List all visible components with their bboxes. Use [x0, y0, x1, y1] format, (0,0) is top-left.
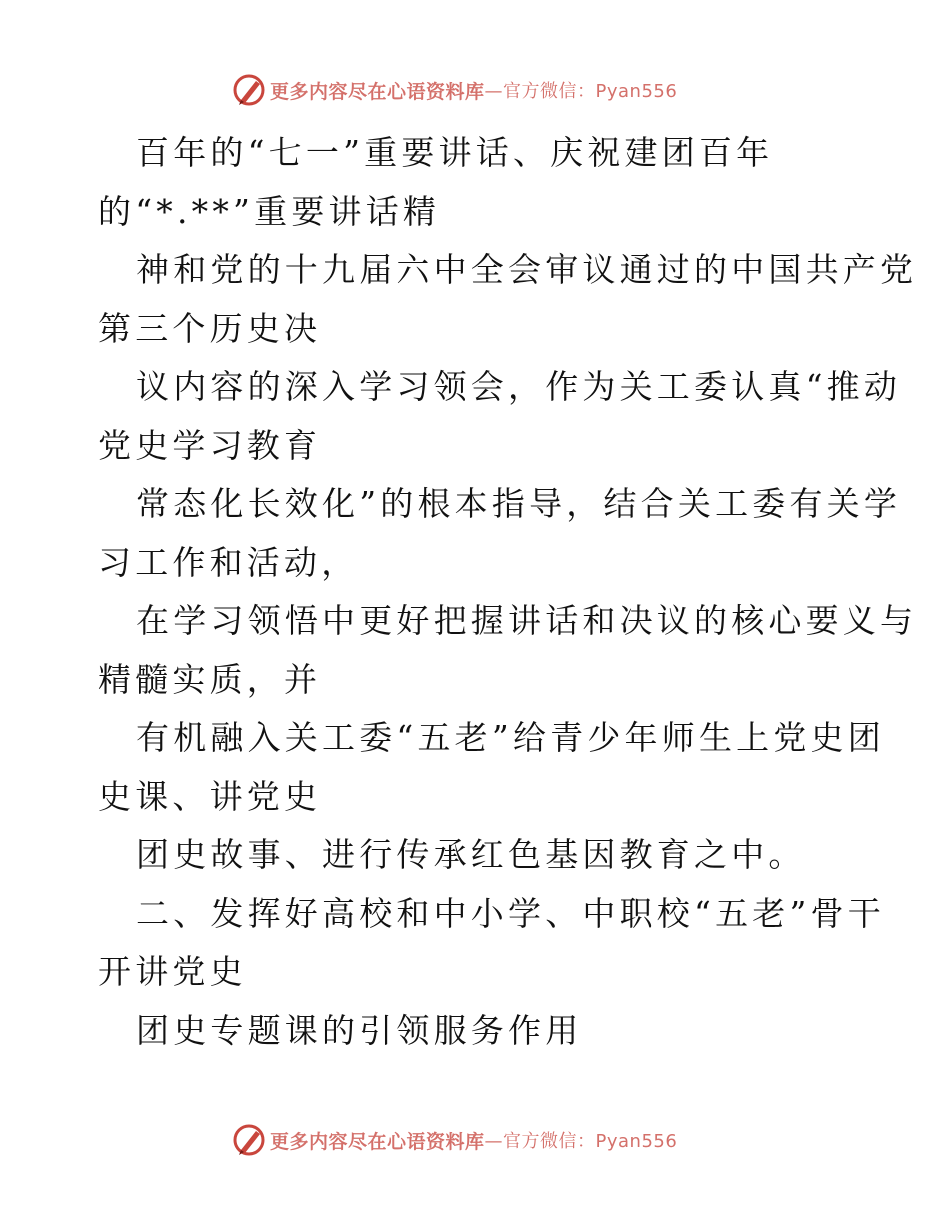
footer-banner [232, 1122, 677, 1158]
text-line: 团史专题课的引领服务作用 [136, 1010, 583, 1050]
text-line: 史课、讲党史 [98, 776, 322, 816]
document-body [98, 124, 918, 1060]
banner-main-text: 更多内容尽在心语资料库 [270, 1130, 485, 1153]
header-banner [232, 72, 677, 108]
text-line: 在学习领悟中更好把握讲话和决议的核心要义与 [136, 601, 918, 640]
banner-main-text: 更多内容尽在心语资料库 [270, 80, 485, 103]
text-line: 议内容的深入学习领会，作为关工委认真“推动 [136, 367, 902, 406]
text-line: 团史故事、进行传承红色基因教育之中。 [136, 835, 806, 874]
text-line: 党史学习教育 [98, 425, 322, 465]
pen-logo-icon [232, 73, 266, 107]
text-line: 第三个历史决 [98, 308, 322, 348]
text-line: 精髓实质，并 [98, 659, 322, 699]
text-line: 的“*.**”重要讲话精 [98, 191, 441, 231]
text-line: 开讲党史 [98, 952, 247, 991]
text-line: 二、发挥好高校和中小学、中职校“五老”骨干 [136, 893, 885, 933]
text-line: 神和党的十九届六中全会审议通过的中国共产党 [136, 250, 918, 289]
text-line: 常态化长效化”的根本指导，结合关工委有关学 [136, 484, 902, 523]
text-line: 有机融入关工委“五老”给青少年师生上党史团 [136, 718, 885, 757]
banner-sub-text: —官方微信：Pyan556 [484, 1131, 678, 1152]
pen-logo-icon [232, 1123, 266, 1157]
banner-sub-text: —官方微信：Pyan556 [484, 81, 678, 102]
text-line: 百年的“七一”重要讲话、庆祝建团百年 [136, 133, 774, 172]
text-line: 习工作和活动， [98, 542, 359, 582]
